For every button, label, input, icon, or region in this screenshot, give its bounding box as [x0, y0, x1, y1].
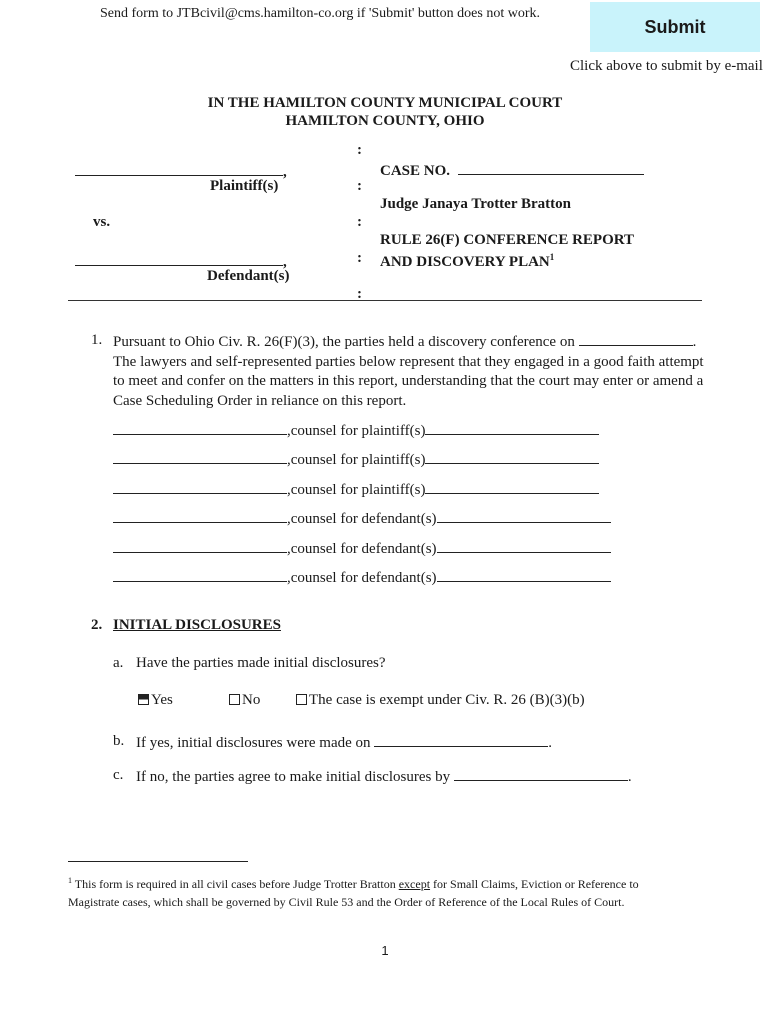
court-heading [0, 94, 770, 130]
counsel-name-field[interactable] [113, 479, 287, 494]
item-b-line[interactable]: If yes, initial disclosures were made on . [136, 732, 552, 754]
section-2-number: 2. [91, 617, 103, 633]
email-instruction: Send form to JTBcivil@cms.hamilton-co.org if 'Submit' button does not work. [100, 6, 540, 21]
counsel-info-field[interactable] [425, 420, 599, 435]
counsel-line[interactable]: ,counsel for plaintiff(s) [113, 479, 599, 501]
case-no-line[interactable] [380, 160, 644, 180]
plaintiff-name-field[interactable] [75, 161, 283, 176]
counsel-name-field[interactable] [113, 538, 287, 553]
footnote-divider [68, 861, 248, 862]
section-2-heading: INITIAL DISCLOSURES [113, 617, 281, 633]
counsel-line[interactable]: ,counsel for plaintiff(s) [113, 420, 599, 442]
plaintiff-name-line[interactable]: , [75, 161, 287, 181]
option-exempt[interactable]: The case is exempt under Civ. R. 26 (B)(3)(b) [296, 691, 585, 711]
caption-colon: : [357, 178, 362, 194]
yes-checkbox[interactable] [138, 694, 149, 705]
item-b-letter: b. [113, 733, 125, 749]
caption-colon: : [357, 214, 362, 230]
conference-date-field[interactable] [579, 331, 693, 346]
court-name: IN THE HAMILTON COUNTY MUNICIPAL COURT [207, 95, 563, 111]
caption-colon: : [357, 286, 362, 302]
counsel-info-field[interactable] [425, 449, 599, 464]
counsel-line[interactable]: ,counsel for defendant(s) [113, 567, 611, 589]
caption-colon: : [357, 250, 362, 266]
case-no-label: CASE NO. [380, 163, 451, 179]
defendant-label: Defendant(s) [207, 268, 290, 284]
no-checkbox[interactable] [229, 694, 240, 705]
counsel-info-field[interactable] [425, 479, 599, 494]
counsel-line[interactable]: ,counsel for defendant(s) [113, 508, 611, 530]
counsel-line[interactable]: ,counsel for plaintiff(s) [113, 449, 599, 471]
disclosure-due-date-field[interactable] [454, 766, 628, 781]
report-title: RULE 26(F) CONFERENCE REPORT AND DISCOVERY PLAN$^1$ [380, 232, 635, 270]
footnote-ref: 1 [549, 252, 555, 262]
section-1-text: Pursuant to Ohio Civ. R. 26(F)(3), the parties held a discovery conference on . The lawyers and self-represented parties below represent that they engaged in a good faith attempt to meet and confer on the matters in this report, understanding that the court may enter or amend a Case Scheduling Order in reliance on this report. [113, 331, 713, 411]
caption-divider [68, 300, 702, 301]
defendant-name-field[interactable] [75, 251, 283, 266]
submit-hint: Click above to submit by e-mail [570, 58, 763, 74]
defendant-name-line[interactable]: , [75, 251, 287, 271]
counsel-line[interactable]: ,counsel for defendant(s) [113, 538, 611, 560]
counsel-info-field[interactable] [437, 538, 611, 553]
case-no-field[interactable] [458, 160, 644, 175]
footnote: $^1$ This form is required in all civil cases before Judge Trotter Bratton except for Small Claims, Eviction or Reference to Magistrate cases, which shall be governed by Civil Rule 53 and the Order of Reference of the Local Rules of Court. [68, 876, 639, 909]
counsel-name-field[interactable] [113, 508, 287, 523]
footnote-emphasis: except [398, 877, 431, 891]
footnote-marker: 1 [68, 876, 72, 885]
counsel-name-field[interactable] [113, 420, 287, 435]
page-number: 1 [381, 943, 389, 958]
counsel-name-field[interactable] [113, 449, 287, 464]
disclosure-made-date-field[interactable] [374, 732, 548, 747]
item-a-letter: a. [113, 655, 124, 671]
item-a-question: Have the parties made initial disclosures? [136, 655, 386, 671]
court-county: HAMILTON COUNTY, OHIO [285, 113, 485, 129]
counsel-name-field[interactable] [113, 567, 287, 582]
section-1-number: 1. [91, 332, 103, 348]
vs-label: vs. [93, 214, 111, 230]
counsel-info-field[interactable] [437, 508, 611, 523]
option-yes[interactable]: Yes [138, 691, 173, 711]
exempt-checkbox[interactable] [296, 694, 307, 705]
caption-colon: : [357, 142, 362, 158]
option-no[interactable]: No [229, 691, 260, 711]
submit-button[interactable]: Submit [590, 2, 760, 52]
judge-name: Judge Janaya Trotter Bratton [380, 196, 571, 212]
item-c-line[interactable]: If no, the parties agree to make initial disclosures by . [136, 766, 632, 788]
item-c-letter: c. [113, 767, 124, 783]
plaintiff-label: Plaintiff(s) [210, 178, 279, 194]
counsel-info-field[interactable] [437, 567, 611, 582]
